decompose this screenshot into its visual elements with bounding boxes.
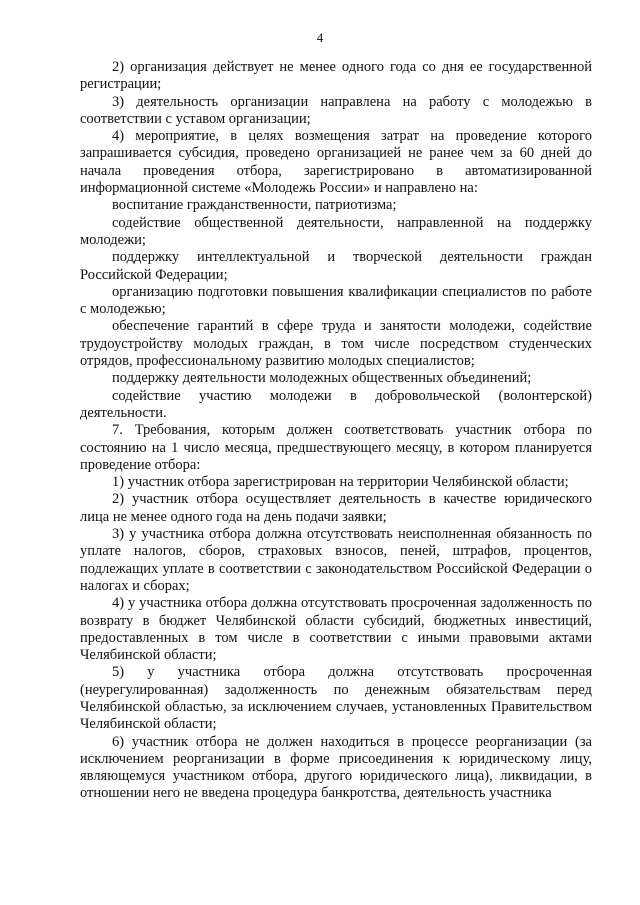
- paragraph: 1) участник отбора зарегистрирован на территории Челябинской области;: [112, 474, 569, 491]
- paragraph: содействие общественной деятельности, направленной на поддержку молодежи;: [80, 214, 592, 248]
- paragraph: 3) у участника отбора должна отсутствовать неисполненная обязанность по уплате налогов, сборов, страховых взносов, пеней, штрафов, процентов, подлежащих уплате в соответствии с законодательством Российской Федерации о налогах и сборах;: [80, 526, 592, 594]
- paragraph: 2) участник отбора осуществляет деятельность в качестве юридического лица не менее одного года на день подачи заявки;: [80, 491, 592, 525]
- paragraph: обеспечение гарантий в сфере труда и занятости молодежи, содействие трудоустройству молодых граждан, в том числе посредством студенческих отрядов, профессиональному развитию молодых специалистов;: [80, 318, 592, 370]
- paragraph: воспитание гражданственности, патриотизма;: [112, 197, 397, 214]
- paragraph: организацию подготовки повышения квалификации специалистов по работе с молодежью;: [80, 283, 592, 318]
- page-number: 4: [316, 30, 324, 45]
- paragraph: 3) деятельность организации направлена на работу с молодежью в соответствии с уставом организации;: [80, 93, 592, 127]
- paragraph: 4) у участника отбора должна отсутствовать просроченная задолженность по возврату в бюджет Челябинской области субсидий, бюджетных инвестиций, предоставленных в том числе в соответствии с иными правовыми актами Челябинской области;: [80, 595, 592, 664]
- paragraph: содействие участию молодежи в добровольческой (волонтерской) деятельности.: [80, 387, 592, 421]
- paragraph: поддержку интеллектуальной и творческой деятельности граждан Российской Федерации;: [80, 249, 592, 283]
- document-body: [80, 59, 592, 803]
- paragraph: 4) мероприятие, в целях возмещения затрат на проведение которого запрашивается субсидия, проведено организацией не ранее чем за 60 дней до начала проведения отбора, зарегистрировано в автоматизированной информационной системе «Молодежь России» и направлено на:: [80, 128, 592, 197]
- paragraph: 5) у участника отбора должна отсутствовать просроченная (неурегулированная) задолженность по денежным обязательствам перед Челябинской областью, за исключением случаев, установленных Правительством Челябинской области;: [80, 664, 592, 733]
- paragraph: 7. Требования, которым должен соответствовать участник отбора по состоянию на 1 число месяца, предшествующего месяцу, в котором планируется проведение отбора:: [80, 422, 592, 473]
- paragraph: поддержку деятельности молодежных общественных объединений;: [112, 370, 532, 387]
- paragraph: 6) участник отбора не должен находиться в процессе реорганизации (за исключением реорганизации в форме присоединения к юридическому лицу, являющемуся участником отбора, другого юридического лица), ликвидации, в отношении него не введена процедура банкротства, деятельность участника: [80, 733, 592, 802]
- paragraph: 2) организация действует не менее одного года со дня ее государственной регистрации;: [80, 59, 592, 93]
